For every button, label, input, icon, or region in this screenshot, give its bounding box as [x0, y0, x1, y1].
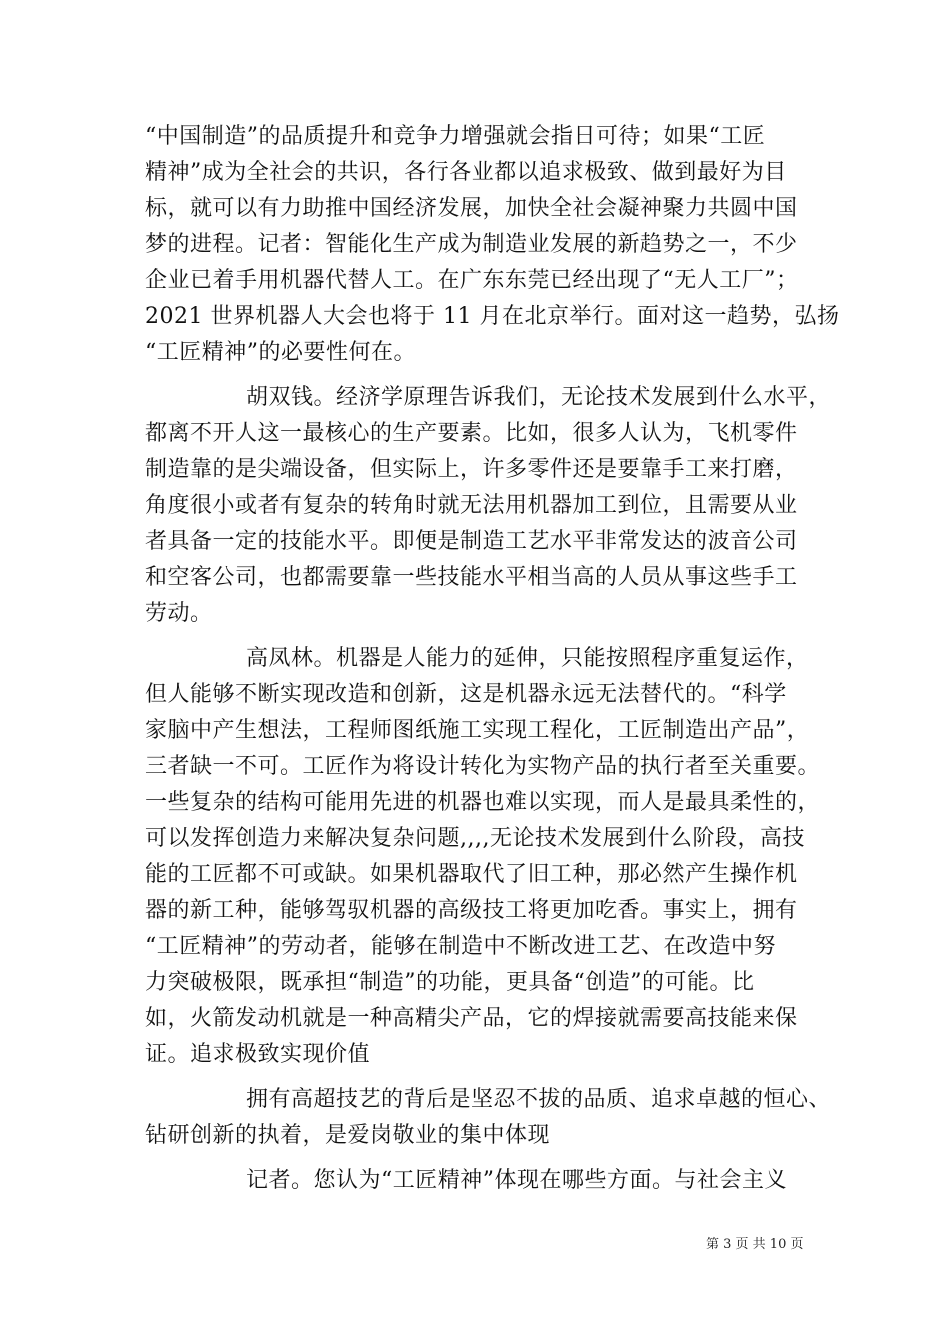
text-line: 和空客公司，也都需要靠一些技能水平相当高的人员从事这些手工 — [145, 565, 798, 590]
paragraph-start-line: 拥有高超技艺的背后是坚忍不拔的品质、追求卓越的恒心、 — [246, 1087, 832, 1112]
text-line: “工匠精神”的劳动者，能够在制造中不断改进工艺、在改造中努 — [145, 934, 776, 959]
text-line: 钻研创新的执着，是爱岗敬业的集中体现 — [145, 1123, 551, 1148]
text-line: 器的新工种，能够驾驭机器的高级技工将更加吃香。事实上，拥有 — [145, 898, 798, 923]
text-line: 精神”成为全社会的共识，各行各业都以追求极致、做到最好为目 — [145, 160, 787, 185]
text-line: 都离不开人这一最核心的生产要素。比如，很多人认为，飞机零件 — [145, 421, 798, 446]
paragraph-start-line: 记者。您认为“工匠精神”体现在哪些方面。与社会主义 — [246, 1168, 787, 1193]
text-line: 梦的进程。记者：智能化生产成为制造业发展的新趋势之一，不少 — [145, 232, 798, 257]
text-line: 角度很小或者有复杂的转角时就无法用机器加工到位，且需要从业 — [145, 493, 798, 518]
text-line: 企业已着手用机器代替人工。在广东东莞已经出现了“无人工厂”； — [145, 268, 799, 293]
text-line: 证。追求极致实现价值 — [145, 1042, 371, 1067]
text-line: 标，就可以有力助推中国经济发展，加快全社会凝神聚力共圆中国 — [145, 196, 798, 221]
text-line: 可以发挥创造力来解决复杂问题,,,,无论技术发展到什么阶段，高技 — [145, 826, 805, 851]
page-number: 第 3 页 共 10 页 — [706, 1237, 804, 1252]
text-line: “中国制造”的品质提升和竞争力增强就会指日可待；如果“工匠 — [145, 124, 766, 149]
text-line: 家脑中产生想法，工程师图纸施工实现工程化，工匠制造出产品”， — [145, 718, 810, 743]
text-line: “工匠精神”的必要性何在。 — [145, 340, 416, 365]
paragraph-start-line: 高凤林。机器是人能力的延伸，只能按照程序重复运作， — [246, 646, 809, 671]
text-line: 2021 世界机器人大会也将于 11 月在北京举行。面对这一趋势，弘扬 — [145, 304, 840, 329]
text-line: 力突破极限，既承担“制造”的功能，更具备“创造”的可能。比 — [145, 970, 755, 995]
paragraph-start-line: 胡双钱。经济学原理告诉我们，无论技术发展到什么水平， — [246, 385, 832, 410]
text-line: 劳动。 — [145, 601, 213, 626]
text-line: 能的工匠都不可或缺。如果机器取代了旧工种，那必然产生操作机 — [145, 862, 798, 887]
text-line: 制造靠的是尖端设备，但实际上，许多零件还是要靠手工来打磨， — [145, 457, 798, 482]
text-line: 但人能够不断实现改造和创新，这是机器永远无法替代的。“科学 — [145, 682, 787, 707]
text-line: 三者缺一不可。工匠作为将设计转化为实物产品的执行者至关重要。 — [145, 754, 821, 779]
text-line: 一些复杂的结构可能用先进的机器也难以实现，而人是最具柔性的， — [145, 790, 821, 815]
text-line: 者具备一定的技能水平。即便是制造工艺水平非常发达的波音公司 — [145, 529, 798, 554]
text-line: 如，火箭发动机就是一种高精尖产品，它的焊接就需要高技能来保 — [145, 1006, 798, 1031]
